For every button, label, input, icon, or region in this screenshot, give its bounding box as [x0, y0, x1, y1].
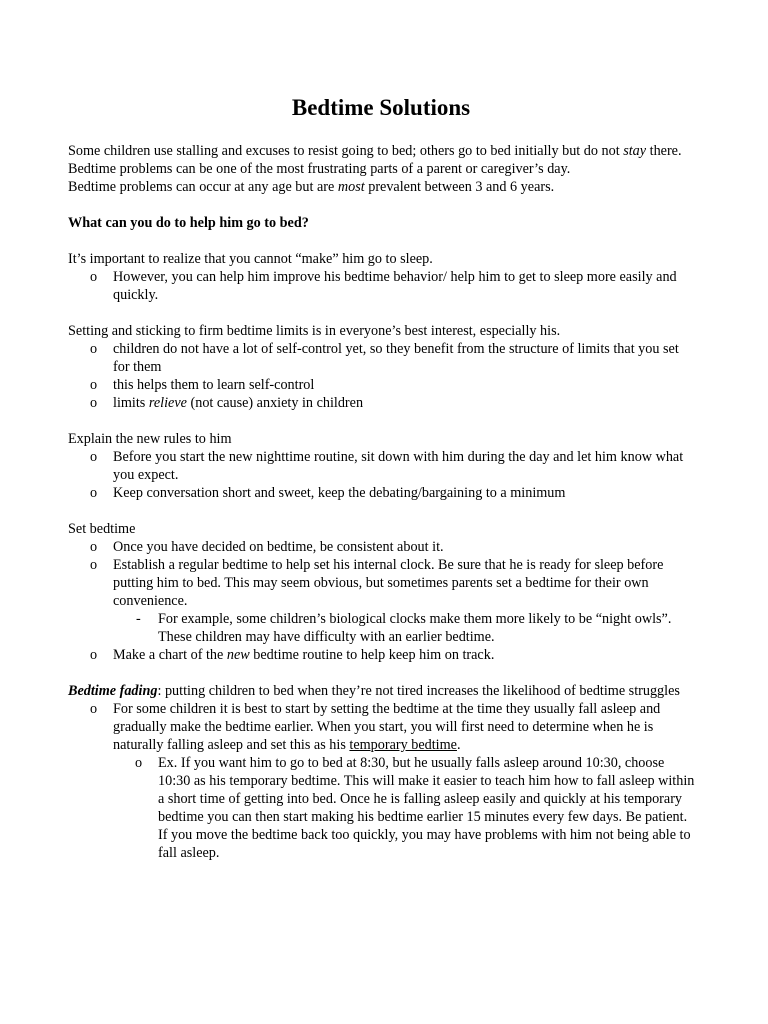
- list-item-text: Once you have decided on bedtime, be consistent about it.: [113, 539, 444, 555]
- bullet-icon: o: [90, 377, 98, 393]
- list-item-text: .: [456, 737, 461, 753]
- bullet-icon: o: [135, 755, 143, 771]
- bullet-icon: o: [90, 647, 98, 663]
- list-item-text: children do not have a lot of self-control yet, so they benefit from the structure of limits that you set for them: [113, 341, 679, 375]
- bullet-list: [68, 268, 698, 304]
- emphasis-text: most: [337, 179, 365, 195]
- section-lead: [68, 682, 698, 700]
- emphasis-text: stay: [623, 143, 647, 159]
- list-item: [68, 448, 698, 484]
- list-item-text: (not cause) anxiety in children: [186, 395, 364, 411]
- list-item: [68, 340, 698, 376]
- document-title: Bedtime Solutions: [291, 95, 471, 120]
- emphasis-text: relieve: [148, 395, 187, 411]
- list-item-text: limits: [113, 395, 149, 411]
- intro-text: Some children use stalling and excuses to resist going to bed; others go to bed initially but do not: [68, 143, 624, 159]
- list-item-text: Make a chart of the: [113, 647, 227, 663]
- intro-paragraph-3: [68, 178, 698, 196]
- bullet-icon: o: [90, 341, 98, 357]
- sub-list-item: [113, 610, 698, 646]
- section-lead-text: : putting children to bed when they’re not tired increases the likelihood of bedtime struggles: [157, 683, 680, 699]
- emphasis-text: new: [226, 647, 250, 663]
- list-item-text: this helps them to learn self-control: [113, 377, 315, 393]
- sub-list: [113, 754, 698, 862]
- list-item: [68, 484, 698, 502]
- intro-text: prevalent between 3 and 6 years.: [364, 179, 555, 195]
- bullet-list: [68, 700, 698, 862]
- term-text: Bedtime fading: [68, 683, 158, 699]
- list-item: [68, 556, 698, 646]
- intro-paragraph-2: Bedtime problems can be one of the most frustrating parts of a parent or caregiver’s day.: [68, 161, 571, 177]
- dash-icon: -: [136, 611, 141, 627]
- bullet-icon: o: [90, 701, 98, 717]
- list-item-text: bedtime routine to help keep him on track.: [249, 647, 495, 663]
- sub-list-item-text: Ex. If you want him to go to bed at 8:30, but he usually falls asleep around 10:30, choose 10:30 as his temporary bedtime. This will make it easier to teach him how to fall asleep within a short time of getting into bed. Once he is falling asleep easily and quickly at his temporary bedtime you can then start making his bedtime earlier 15 minutes every few days. Be patient. If you move the bedtime back too quickly, you may have problems with him not being able to fall asleep.: [158, 755, 695, 861]
- bullet-list: [68, 538, 698, 664]
- list-item-text: However, you can help him improve his bedtime behavior/ help him to get to sleep more easily and quickly.: [113, 269, 677, 303]
- bullet-icon: o: [90, 449, 98, 465]
- bullet-list: [68, 340, 698, 412]
- section-heading: What can you do to help him go to bed?: [68, 215, 309, 231]
- list-item-text: Establish a regular bedtime to help set his internal clock. Be sure that he is ready for sleep before putting him to bed. This may seem obvious, but sometimes parents set a bedtime for their own convenience.: [113, 557, 664, 609]
- sub-list-item: [113, 754, 698, 862]
- underlined-text: temporary bedtime: [349, 737, 457, 753]
- bullet-icon: o: [90, 395, 98, 411]
- section-lead: It’s important to realize that you cannot “make” him go to sleep.: [68, 251, 433, 267]
- bullet-icon: o: [90, 539, 98, 555]
- list-item: [68, 646, 698, 664]
- bullet-icon: o: [90, 485, 98, 501]
- section-lead: Explain the new rules to him: [68, 431, 232, 447]
- list-item: [68, 268, 698, 304]
- list-item: [68, 394, 698, 412]
- bullet-icon: o: [90, 269, 98, 285]
- list-item-text: Keep conversation short and sweet, keep the debating/bargaining to a minimum: [113, 485, 566, 501]
- bullet-list: [68, 448, 698, 502]
- list-item: [68, 376, 698, 394]
- sub-list-item-text: For example, some children’s biological clocks make them more likely to be “night owls”. These children may have difficulty with an earlier bedtime.: [158, 611, 672, 645]
- intro-text: Bedtime problems can occur at any age but are: [68, 179, 338, 195]
- list-item: [68, 538, 698, 556]
- list-item-text: Before you start the new nighttime routine, sit down with him during the day and let him know what you expect.: [113, 449, 684, 483]
- bullet-icon: o: [90, 557, 98, 573]
- sub-list: [113, 610, 698, 646]
- list-item: [68, 700, 698, 862]
- list-item-text: For some children it is best to start by setting the bedtime at the time they usually fall asleep and gradually make the bedtime earlier. When you start, you will first need to determine when he is naturally falling asleep and set this as his: [113, 701, 661, 753]
- intro-paragraph-1: [68, 142, 698, 160]
- section-lead: Set bedtime: [68, 521, 136, 537]
- section-lead: Setting and sticking to firm bedtime limits is in everyone’s best interest, especially his.: [68, 323, 561, 339]
- intro-text: there.: [646, 143, 682, 159]
